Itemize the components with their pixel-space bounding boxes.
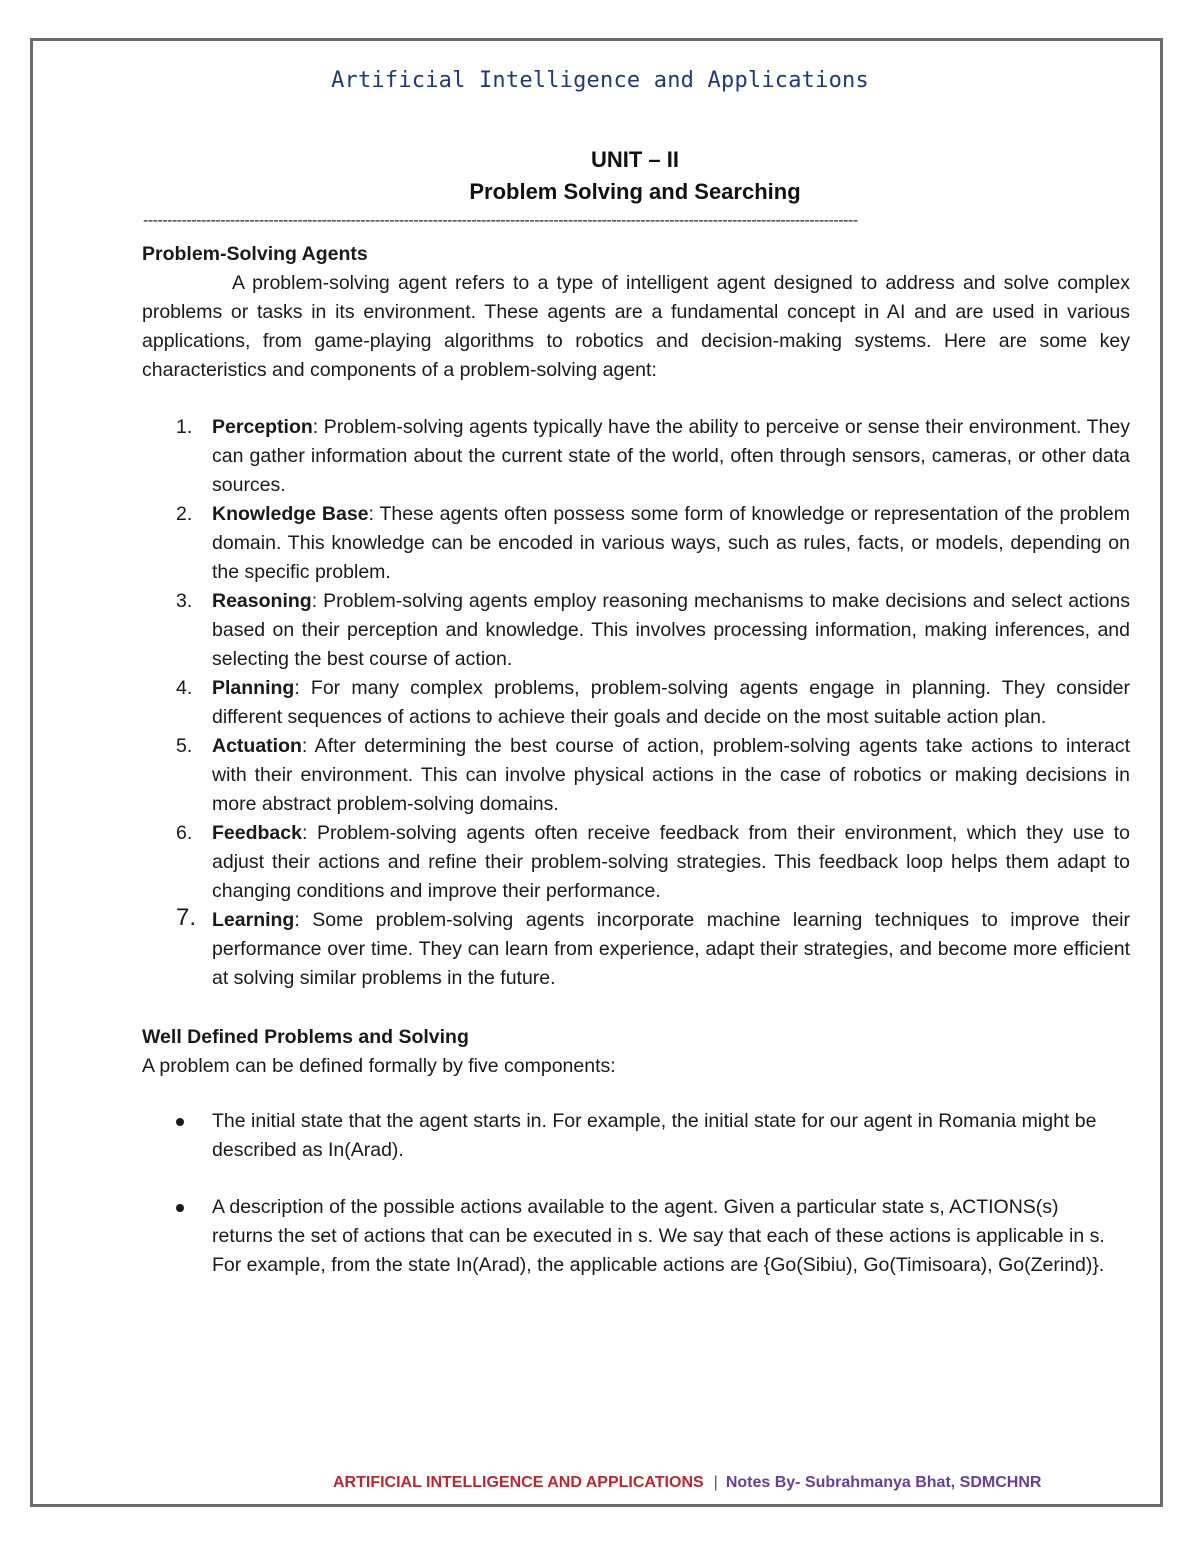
characteristics-list [142, 413, 1130, 993]
list-text: : Problem-solving agents employ reasoning mechanisms to make decisions and select actions based on their perception and knowledge. This involves processing information, making inferences, and selecting the best course of action. [212, 590, 1130, 670]
footer-author: Notes By- Subrahmanya Bhat, SDMCHNR [725, 1474, 1042, 1491]
components-list [142, 1107, 1130, 1280]
list-item [142, 819, 1130, 906]
list-item [142, 906, 1130, 993]
list-term: Learning [212, 909, 295, 931]
section-heading-well-defined-problems: Well Defined Problems and Solving [142, 1026, 469, 1048]
list-number: 3. [176, 590, 193, 612]
bullet-item [142, 1107, 1130, 1165]
list-term: Planning [212, 677, 295, 699]
section2-intro: A problem can be defined formally by five components: [142, 1055, 616, 1077]
page-footer [333, 1474, 1041, 1492]
list-text: : After determining the best course of action, problem-solving agents take actions to interact with their environment. This can involve physical actions in the case of robotics or making decisions in more abstract problem-solving domains. [212, 735, 1130, 815]
list-number: 6. [176, 822, 193, 844]
dashed-divider: ---------------------------------------------------------------------------------------------------------------------------------------------------- [143, 212, 858, 229]
list-item [142, 500, 1130, 587]
list-term: Actuation [212, 735, 302, 757]
section-intro-paragraph [142, 269, 1130, 385]
section-well-defined-problems [142, 1023, 1130, 1280]
bullet-dot-icon [176, 1118, 184, 1126]
list-item [142, 413, 1130, 500]
list-item [142, 732, 1130, 819]
bullet-text: The initial state that the agent starts in. For example, the initial state for our agent in Romania might be described as In(Arad). [212, 1110, 1097, 1161]
list-text: : These agents often possess some form of knowledge or representation of the problem domain. This knowledge can be encoded in various ways, such as rules, facts, or models, depending on the specific problem. [212, 503, 1130, 583]
list-number: 5. [176, 735, 193, 757]
footer-course-name: ARTIFICIAL INTELLIGENCE AND APPLICATIONS [333, 1474, 704, 1491]
list-text: : Some problem-solving agents incorporate machine learning techniques to improve their performance over time. They can learn from experience, adapt their strategies, and become more efficient at solving similar problems in the future. [212, 909, 1130, 989]
list-text: : Problem-solving agents often receive feedback from their environment, which they use to adjust their actions and refine their problem-solving strategies. This feedback loop helps them adapt to changing conditions and improve their performance. [212, 822, 1130, 902]
list-text: : For many complex problems, problem-solving agents engage in planning. They consider different sequences of actions to achieve their goals and decide on the most suitable action plan. [212, 677, 1130, 728]
footer-separator: | [713, 1474, 718, 1491]
intro-text: A problem-solving agent refers to a type of intelligent agent designed to address and solve complex problems or tasks in its environment. These agents are a fundamental concept in AI and are used in various applications, from game-playing algorithms to robotics and decision-making systems. Here are some key characteristics and components of a problem-solving agent: [142, 272, 1130, 381]
list-term: Knowledge Base [212, 503, 369, 525]
list-number: 7. [176, 904, 197, 931]
list-item [142, 674, 1130, 732]
bullet-item [142, 1193, 1130, 1280]
course-title: Artificial Intelligence and Applications [331, 68, 869, 93]
bullet-dot-icon [176, 1204, 184, 1212]
section-heading-problem-solving-agents: Problem-Solving Agents [142, 243, 368, 265]
list-item [142, 587, 1130, 674]
list-number: 4. [176, 677, 193, 699]
list-number: 2. [176, 503, 193, 525]
unit-title: UNIT – II [590, 147, 679, 172]
list-term: Feedback [212, 822, 302, 844]
list-term: Reasoning [212, 590, 312, 612]
unit-subtitle: Problem Solving and Searching [469, 179, 801, 204]
bullet-text: A description of the possible actions available to the agent. Given a particular state s, ACTIONS(s) returns the set of actions that can be executed in s. We say that each of these actions is applicable in s. For example, from the state In(Arad), the applicable actions are {Go(Sibiu), Go(Timisoara), Go(Zerind)}. [212, 1196, 1105, 1276]
list-number: 1. [176, 416, 193, 438]
document-body [142, 240, 1130, 1308]
list-term: Perception [212, 416, 313, 438]
list-text: : Problem-solving agents typically have the ability to perceive or sense their environment. They can gather information about the current state of the world, often through sensors, cameras, or other data sources. [212, 416, 1130, 496]
